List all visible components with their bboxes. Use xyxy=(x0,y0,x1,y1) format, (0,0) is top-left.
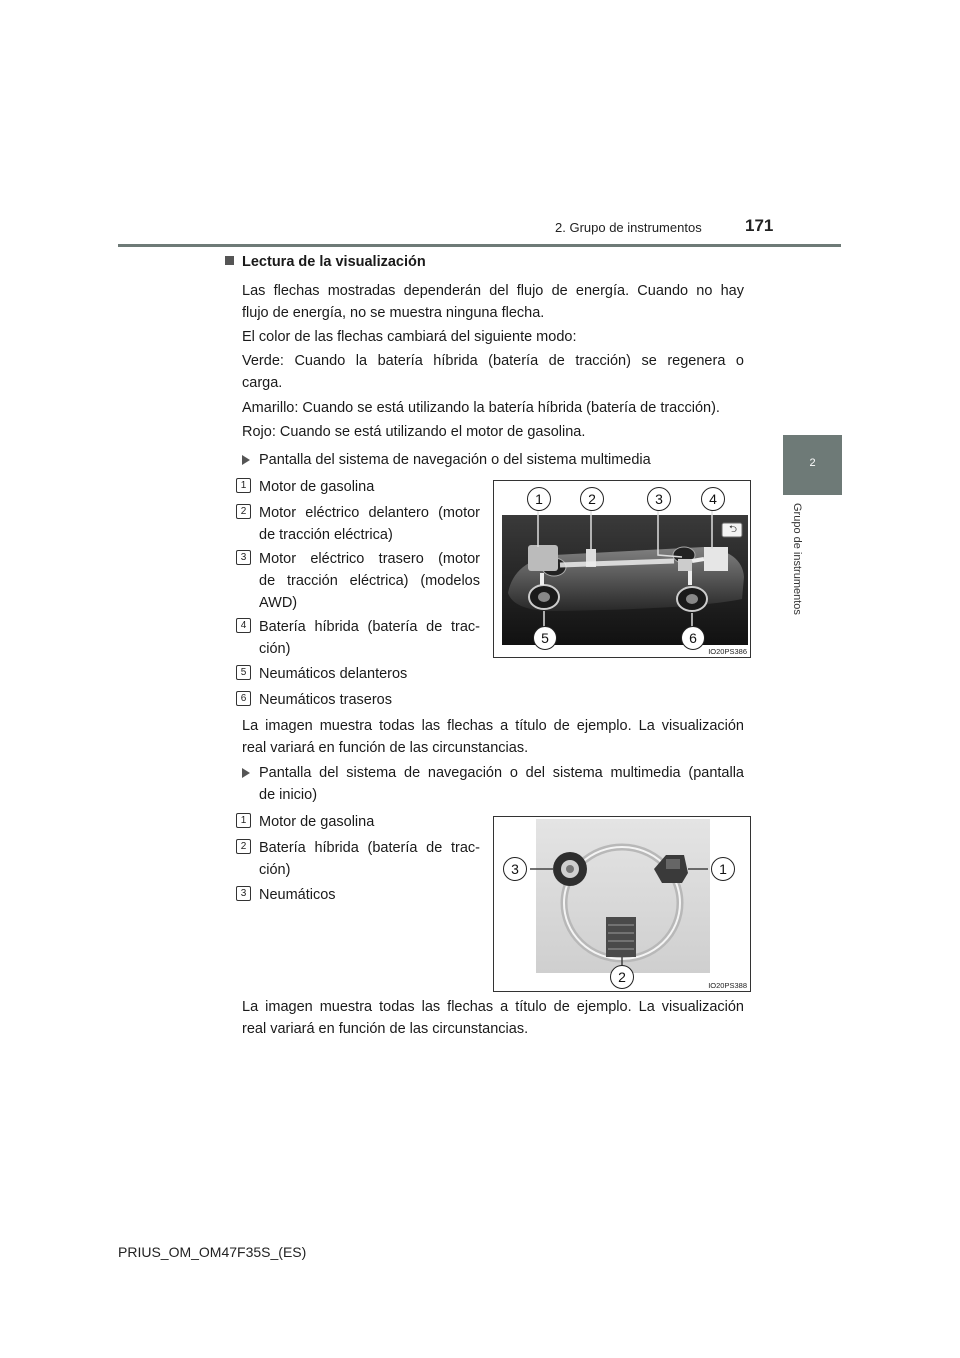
chapter-tab xyxy=(783,435,842,495)
section2-title-cont: de inicio) xyxy=(259,787,318,803)
item-label: Neumáticos delanteros xyxy=(259,666,408,682)
callout-3: 3 xyxy=(647,487,671,511)
item-number: 2 xyxy=(236,504,251,519)
section-heading-text: Lectura de la visualización xyxy=(242,254,426,270)
header-section-title: 2. Grupo de instrumentos xyxy=(555,220,702,235)
item-label-cont: AWD) xyxy=(259,595,298,611)
section2-title-text: Pantalla del sistema de navegación o del sistema multimedia (pantalla xyxy=(259,765,744,781)
back-icon: ⮌ xyxy=(728,524,737,535)
callout-3: 3 xyxy=(503,857,527,881)
item-number: 3 xyxy=(236,886,251,901)
section2-note-line1: La imagen muestra todas las flechas a título de ejemplo. La visualización xyxy=(242,999,744,1015)
section2-title xyxy=(259,762,744,784)
energy-flow-figure xyxy=(493,480,751,658)
item-number: 6 xyxy=(236,691,251,706)
square-bullet-icon xyxy=(225,256,234,265)
callout-1: 1 xyxy=(527,487,551,511)
item-label: Motor eléctrico delantero (motor xyxy=(259,505,480,521)
header-rule xyxy=(118,244,841,247)
section1-note-line2: real variará en función de las circunstancias. xyxy=(242,740,529,756)
item-number: 1 xyxy=(236,478,251,493)
intro-p5: Rojo: Cuando se está utilizando el motor de gasolina. xyxy=(242,424,586,440)
item-label-cont: ción) xyxy=(259,641,291,657)
callout-4: 4 xyxy=(701,487,725,511)
intro-p1-line2: flujo de energía, no se muestra ninguna flecha. xyxy=(242,305,545,321)
triangle-bullet-icon xyxy=(242,455,250,465)
item-number: 1 xyxy=(236,813,251,828)
section1-title xyxy=(259,449,651,471)
callout-5: 5 xyxy=(533,626,557,650)
item-label: Batería híbrida (batería de trac- xyxy=(259,619,480,635)
item-label: Motor de gasolina xyxy=(259,814,375,830)
item-label-cont: ción) xyxy=(259,862,291,878)
section1-title-text: Pantalla del sistema de navegación o del sistema multimedia xyxy=(259,452,651,468)
intro-p4: Amarillo: Cuando se está utilizando la batería híbrida (batería de tracción). xyxy=(242,400,720,416)
chapter-tab-label: Grupo de instrumentos xyxy=(791,503,803,615)
intro-p3-line1: Verde: Cuando la batería híbrida (batería de tracción) se regenera o xyxy=(242,353,744,369)
section2-note-line2: real variará en función de las circunstancias. xyxy=(242,1021,529,1037)
home-screen-energy-figure xyxy=(493,816,751,992)
section-heading xyxy=(225,254,426,270)
item-number: 4 xyxy=(236,618,251,633)
callout-2: 2 xyxy=(580,487,604,511)
item-label: Motor eléctrico trasero (motor xyxy=(259,551,480,567)
figure-code: IO20PS388 xyxy=(708,981,747,990)
item-label-cont: de tracción eléctrica) (modelos xyxy=(259,573,480,589)
document-code: PRIUS_OM_OM47F35S_(ES) xyxy=(118,1244,307,1260)
callout-1: 1 xyxy=(711,857,735,881)
figure-code: IO20PS386 xyxy=(708,647,747,656)
chapter-tab-number: 2 xyxy=(809,457,816,469)
triangle-bullet-icon xyxy=(242,768,250,778)
section1-note-line1: La imagen muestra todas las flechas a título de ejemplo. La visualización xyxy=(242,718,744,734)
intro-p2: El color de las flechas cambiará del siguiente modo: xyxy=(242,329,577,345)
callout-2: 2 xyxy=(610,965,634,989)
item-number: 3 xyxy=(236,550,251,565)
item-label: Neumáticos traseros xyxy=(259,692,392,708)
item-label: Motor de gasolina xyxy=(259,479,375,495)
item-number: 5 xyxy=(236,665,251,680)
callout-6: 6 xyxy=(681,626,705,650)
page-number: 171 xyxy=(745,216,774,235)
intro-p3-line2: carga. xyxy=(242,375,283,391)
item-label-cont: de tracción eléctrica) xyxy=(259,527,393,543)
item-label: Neumáticos xyxy=(259,887,336,903)
item-number: 2 xyxy=(236,839,251,854)
item-label: Batería híbrida (batería de trac- xyxy=(259,840,480,856)
intro-p1-line1: Las flechas mostradas dependerán del flujo de energía. Cuando no hay xyxy=(242,283,744,299)
